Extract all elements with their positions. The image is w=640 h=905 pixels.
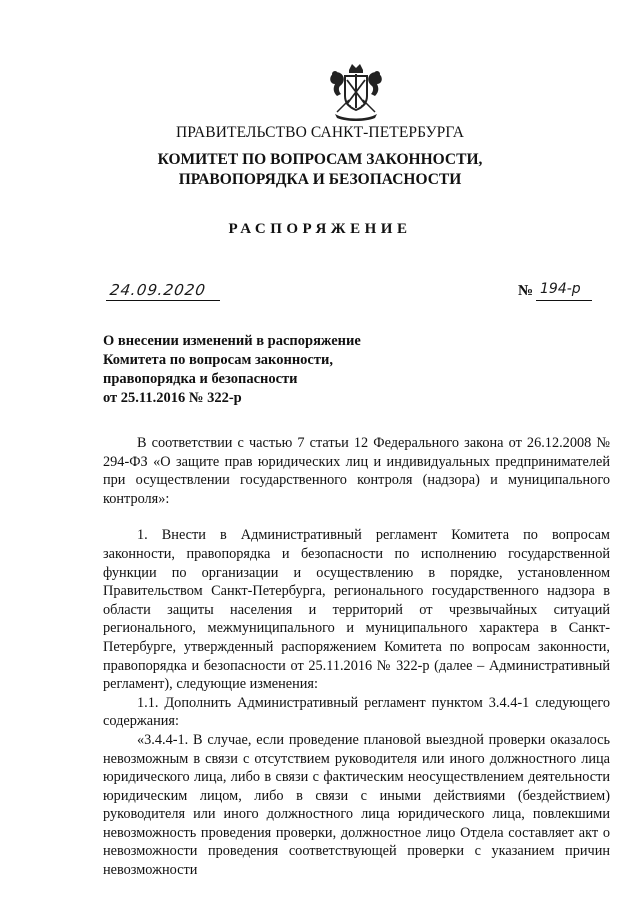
quote-paragraph: «3.4.4-1. В случае, если проведение плановой выездной проверки оказалось невозможным в связи с отсутствием руководителя или иного должностного лица юридического лица, либо в связи с фактическим неосуществлением деятельности юридическим лицом, либо в связи с иными действиями (бездействием) руководителя или иного должностного лица юридического лица, повлекшими невозможность проведения проверки, должностное лицо Отдела составляет акт о невозможности проведения соответствующей проверки с указанием причин невозможности <box>103 731 610 879</box>
document-type-title: РАСПОРЯЖЕНИЕ <box>228 221 412 237</box>
item-1-1-paragraph: 1.1. Дополнить Административный регламент пунктом 3.4.4-1 следующего содержания: <box>103 694 610 730</box>
date-handwritten: 24.09.2020 <box>108 281 208 299</box>
item-1-paragraph: 1. Внести в Административный регламент Комитета по вопросам законности, правопорядка и безопасности по исполнению государственной функции по организации и осуществлению в порядке, установленном Правительством Санкт-Петербурга, регионального государственного надзора в области защиты населения и территорий от чрезвычайных ситуаций регионального, межмуниципального и муниципального характера в Санкт-Петербурге, утвержденный распоряжением Комитета по вопросам законности, правопорядка и безопасности от 25.11.2016 № 322-р (далее – Административный регламент), следующие изменения: <box>103 527 610 693</box>
coat-of-arms-icon <box>327 62 385 122</box>
committee-title <box>0 150 640 190</box>
subject-line: Комитета по вопросам законности, <box>103 352 333 368</box>
subject-block <box>103 332 361 408</box>
number-sign: № <box>518 283 534 299</box>
document-body <box>103 434 610 880</box>
number-field <box>536 282 592 301</box>
number-handwritten: 194-р <box>540 281 581 297</box>
subject-line: правопорядка и безопасности <box>103 371 298 387</box>
preamble-paragraph: В соответствии с частью 7 статьи 12 Федерального закона от 26.12.2008 № 294-ФЗ «О защите прав юридических лиц и индивидуальных предпринимателей при осуществлении государственного контроля (надзора) и муниципального контроля»: <box>103 435 610 507</box>
committee-title-line1: КОМИТЕТ ПО ВОПРОСАМ ЗАКОННОСТИ, <box>157 151 483 168</box>
date-field <box>106 282 220 301</box>
committee-title-line2: ПРАВОПОРЯДКА И БЕЗОПАСНОСТИ <box>178 171 462 188</box>
government-title: ПРАВИТЕЛЬСТВО САНКТ-ПЕТЕРБУРГА <box>175 124 465 141</box>
subject-line: О внесении изменений в распоряжение <box>103 333 361 349</box>
subject-line: от 25.11.2016 № 322-р <box>103 390 242 406</box>
